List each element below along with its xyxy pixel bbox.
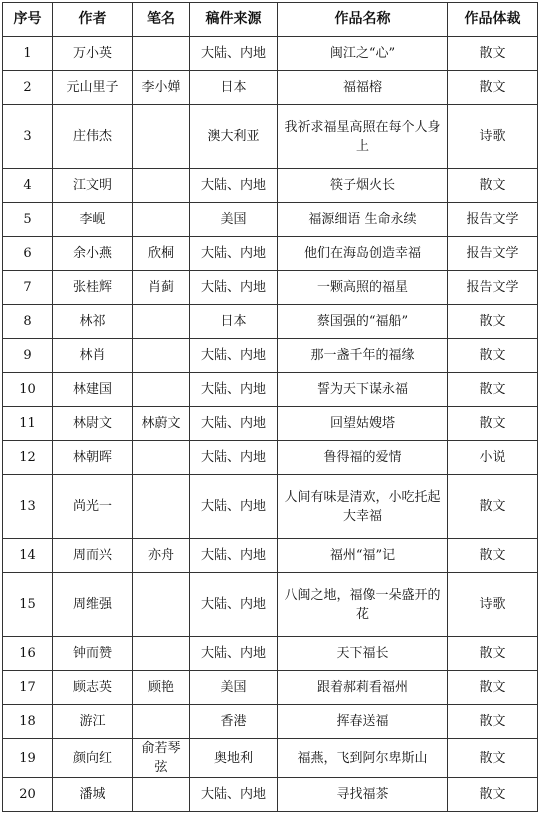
table-row [3, 778, 538, 812]
cell-author: 周维强 [53, 573, 133, 637]
works-table [2, 2, 538, 812]
cell-genre: 报告文学 [448, 237, 538, 271]
cell-genre: 报告文学 [448, 271, 538, 305]
cell-source: 大陆、内地 [190, 441, 278, 475]
cell-pen-name: 俞若琴 弦 [133, 739, 190, 778]
cell-author: 游江 [53, 705, 133, 739]
cell-author: 颜向红 [53, 739, 133, 778]
cell-title: 我祈求福星高照在每个人身上 [278, 105, 448, 169]
header-genre: 作品体裁 [448, 3, 538, 37]
cell-source: 大陆、内地 [190, 339, 278, 373]
cell-author: 周而兴 [53, 539, 133, 573]
cell-author: 元山里子 [53, 71, 133, 105]
table-row [3, 105, 538, 169]
cell-no: 14 [3, 539, 53, 573]
cell-author: 林肖 [53, 339, 133, 373]
cell-no: 5 [3, 203, 53, 237]
cell-no: 4 [3, 169, 53, 203]
table-row [3, 203, 538, 237]
cell-title: 福燕，飞到阿尔卑斯山 [278, 739, 448, 778]
cell-genre: 散文 [448, 37, 538, 71]
table-row [3, 573, 538, 637]
cell-source: 香港 [190, 705, 278, 739]
cell-author: 庄伟杰 [53, 105, 133, 169]
cell-author: 张桂辉 [53, 271, 133, 305]
cell-genre: 散文 [448, 475, 538, 539]
cell-no: 13 [3, 475, 53, 539]
cell-pen-name [133, 441, 190, 475]
cell-no: 18 [3, 705, 53, 739]
cell-pen-name [133, 705, 190, 739]
cell-source: 大陆、内地 [190, 778, 278, 812]
table-row [3, 407, 538, 441]
cell-no: 8 [3, 305, 53, 339]
cell-no: 11 [3, 407, 53, 441]
cell-no: 19 [3, 739, 53, 778]
cell-genre: 散文 [448, 305, 538, 339]
cell-title: 挥春送福 [278, 705, 448, 739]
cell-title: 福源细语 生命永续 [278, 203, 448, 237]
table-row [3, 441, 538, 475]
table-row [3, 705, 538, 739]
cell-no: 7 [3, 271, 53, 305]
cell-no: 9 [3, 339, 53, 373]
cell-pen-name [133, 637, 190, 671]
cell-pen-name: 肖蓟 [133, 271, 190, 305]
cell-author: 林尉文 [53, 407, 133, 441]
cell-source: 大陆、内地 [190, 407, 278, 441]
cell-author: 余小燕 [53, 237, 133, 271]
cell-no: 10 [3, 373, 53, 407]
cell-title: 回望姑嫂塔 [278, 407, 448, 441]
cell-no: 12 [3, 441, 53, 475]
cell-author: 尚光一 [53, 475, 133, 539]
cell-no: 1 [3, 37, 53, 71]
cell-source: 澳大利亚 [190, 105, 278, 169]
cell-author: 潘城 [53, 778, 133, 812]
cell-source: 美国 [190, 203, 278, 237]
cell-title: 他们在海岛创造幸福 [278, 237, 448, 271]
cell-author: 江文明 [53, 169, 133, 203]
cell-pen-name [133, 778, 190, 812]
cell-title: 跟着郝莉看福州 [278, 671, 448, 705]
cell-no: 17 [3, 671, 53, 705]
cell-title: 蔡国强的“福船” [278, 305, 448, 339]
table-row [3, 637, 538, 671]
cell-no: 3 [3, 105, 53, 169]
cell-source: 大陆、内地 [190, 637, 278, 671]
cell-pen-name [133, 105, 190, 169]
table-row [3, 373, 538, 407]
cell-author: 林祁 [53, 305, 133, 339]
table-row [3, 539, 538, 573]
cell-title: 人间有味是清欢，小吃托起大幸福 [278, 475, 448, 539]
header-pen-name: 笔名 [133, 3, 190, 37]
cell-pen-name [133, 573, 190, 637]
cell-pen-name [133, 339, 190, 373]
cell-title: 福福榕 [278, 71, 448, 105]
cell-pen-name: 李小婵 [133, 71, 190, 105]
cell-title: 一颗高照的福星 [278, 271, 448, 305]
cell-pen-name [133, 203, 190, 237]
cell-genre: 散文 [448, 407, 538, 441]
table-row [3, 37, 538, 71]
cell-pen-name: 顾艳 [133, 671, 190, 705]
cell-source: 大陆、内地 [190, 475, 278, 539]
cell-source: 美国 [190, 671, 278, 705]
header-title: 作品名称 [278, 3, 448, 37]
table-row [3, 475, 538, 539]
cell-title: 筷子烟火长 [278, 169, 448, 203]
header-no: 序号 [3, 3, 53, 37]
cell-pen-name [133, 373, 190, 407]
cell-genre: 散文 [448, 739, 538, 778]
header-author: 作者 [53, 3, 133, 37]
table-row [3, 271, 538, 305]
cell-source: 大陆、内地 [190, 373, 278, 407]
cell-genre: 散文 [448, 71, 538, 105]
cell-no: 6 [3, 237, 53, 271]
cell-no: 2 [3, 71, 53, 105]
cell-author: 钟而赞 [53, 637, 133, 671]
cell-genre: 散文 [448, 373, 538, 407]
cell-title: 寻找福茶 [278, 778, 448, 812]
table-header-row [3, 3, 538, 37]
header-source: 稿件来源 [190, 3, 278, 37]
cell-genre: 小说 [448, 441, 538, 475]
cell-genre: 散文 [448, 169, 538, 203]
cell-pen-name: 欣桐 [133, 237, 190, 271]
cell-pen-name [133, 169, 190, 203]
cell-no: 16 [3, 637, 53, 671]
table-row [3, 339, 538, 373]
cell-genre: 散文 [448, 539, 538, 573]
cell-pen-name [133, 475, 190, 539]
cell-source: 日本 [190, 305, 278, 339]
cell-source: 大陆、内地 [190, 169, 278, 203]
cell-source: 大陆、内地 [190, 271, 278, 305]
cell-source: 奥地利 [190, 739, 278, 778]
cell-source: 日本 [190, 71, 278, 105]
cell-author: 顾志英 [53, 671, 133, 705]
cell-genre: 散文 [448, 637, 538, 671]
cell-genre: 散文 [448, 671, 538, 705]
cell-title: 誓为天下谋永福 [278, 373, 448, 407]
cell-genre: 诗歌 [448, 573, 538, 637]
cell-title: 那一盏千年的福缘 [278, 339, 448, 373]
table-row [3, 237, 538, 271]
cell-title: 天下福长 [278, 637, 448, 671]
cell-source: 大陆、内地 [190, 237, 278, 271]
cell-pen-name: 亦舟 [133, 539, 190, 573]
cell-source: 大陆、内地 [190, 37, 278, 71]
cell-genre: 散文 [448, 778, 538, 812]
cell-genre: 散文 [448, 705, 538, 739]
cell-title: 福州“福”记 [278, 539, 448, 573]
cell-author: 林建国 [53, 373, 133, 407]
cell-genre: 诗歌 [448, 105, 538, 169]
table-row [3, 305, 538, 339]
cell-source: 大陆、内地 [190, 573, 278, 637]
cell-pen-name [133, 37, 190, 71]
table-row [3, 739, 538, 778]
cell-genre: 报告文学 [448, 203, 538, 237]
cell-source: 大陆、内地 [190, 539, 278, 573]
cell-title: 闽江之“心” [278, 37, 448, 71]
table-row [3, 169, 538, 203]
table-row [3, 71, 538, 105]
cell-author: 万小英 [53, 37, 133, 71]
table-row [3, 671, 538, 705]
cell-no: 20 [3, 778, 53, 812]
cell-author: 林朝晖 [53, 441, 133, 475]
cell-title: 八闽之地，福像一朵盛开的花 [278, 573, 448, 637]
cell-author: 李岘 [53, 203, 133, 237]
cell-title: 鲁得福的爱情 [278, 441, 448, 475]
cell-genre: 散文 [448, 339, 538, 373]
cell-no: 15 [3, 573, 53, 637]
cell-pen-name: 林蔚文 [133, 407, 190, 441]
cell-pen-name [133, 305, 190, 339]
